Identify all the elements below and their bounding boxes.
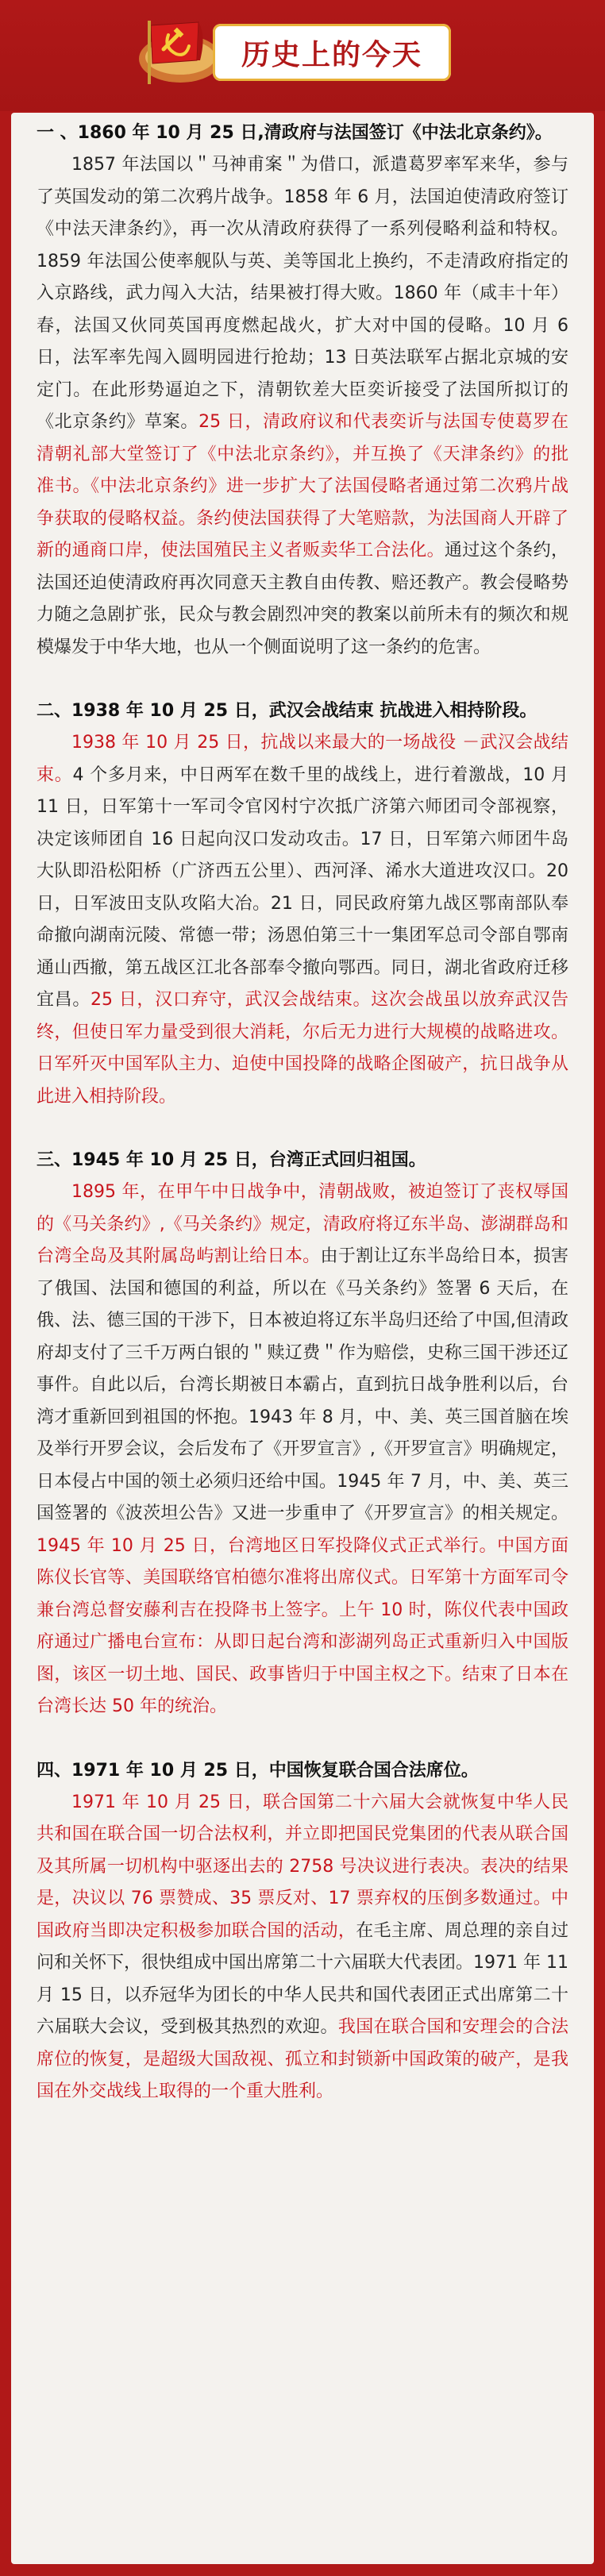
highlighted-text: 1971 年 10 月 25 日，联合国第二十六届大会就恢复中华人民共和国在联合国一切合法权利，并立即把国民党集团的代表从联合国及其所属一切机构中驱逐出去的 2758 号决议进行表决。表决的结果是，决议以 76 票赞成、35 票反对、17 票弃权的压倒多数通过。中国政府当即决定积极参加联合国的活动，: [37, 1792, 568, 1941]
body-text: 1857 年法国以＂马神甫案＂为借口，派遣葛罗率军来华，参与了英国发动的第二次鸦片战争。1858 年 6 月，法国迫使清政府签订《中法天津条约》，再一次从清政府获得了一系列侵略利益和特权。1859 年法国公使率舰队与英、美等国北上换约，不走清政府指定的入京路线，武力闯入大沽，结果被打得大败。1860 年（咸丰十年）春，法国又伙同英国再度燃起战火，扩大对中国的侵略。10 月 6 日，法军率先闯入圆明园进行抢劫；13 日英法联军占据北京城的安定门。在此形势逼迫之下，清朝钦差大臣奕䜣接受了法国所拟订的《北京条约》草案。: [37, 155, 568, 432]
highlighted-text: 1945 年 10 月 25 日，台湾地区日军投降仪式正式举行。中国方面陈仪长官等、美国联络官柏德尔准将出席仪式。日军第十方面军司令兼台湾总督安藤利吉在投降书上签字。上午 10 时，陈仪代表中国政府通过广播电台宣布：从即日起台湾和澎湖列岛正式重新归入中国版图，该区一切土地、国民、政事皆归于中国主权之下。结束了日本在台湾长达 50 年的统治。: [37, 1535, 568, 1716]
section-paragraph: [37, 149, 568, 664]
highlighted-text: 25 日，清政府议和代表奕䜣与法国专使葛罗在清朝礼部大堂签订了《中法北京条约》，并互换了《天津条约》的批准书。《中法北京条约》进一步扩大了法国侵略者通过第二次鸦片战争获取的侵略权益。条约使法国获得了大笔赔款，为法国商人开辟了新的通商口岸，使法国殖民主义者贩卖华工合法化。: [37, 412, 568, 560]
content-panel: [11, 113, 594, 2564]
highlighted-text: 1938 年 10 月 25 日，抗战以来最大的一场战役 －武汉会战结束。: [37, 733, 568, 785]
section-gap: [37, 1723, 568, 1755]
section-paragraph: [37, 727, 568, 1113]
section-title: 四、1971 年 10 月 25 日，中国恢复联合国合法席位。: [37, 1760, 479, 1781]
section-gap: [37, 664, 568, 695]
highlighted-text: 25 日，汉口弃守，武汉会战结束。这次会战虽以放弃武汉告终，但使日军力量受到很大消耗，尔后无力进行大规模的战略进攻。日军歼灭中国军队主力、迫使中国投降的战略企图破产，抗日战争从此进入相持阶段。: [37, 990, 568, 1107]
section-title: 三、1945 年 10 月 25 日，台湾正式回归祖国。: [37, 1150, 426, 1170]
section-gap: [37, 1113, 568, 1145]
header-banner: [0, 0, 605, 111]
history-event-section: [37, 695, 568, 1113]
history-event-section: [37, 117, 568, 664]
body-text: 通过这个条约，法国还迫使清政府再次同意天主教自由传教、赔还教产。教会侵略势力随之急剧扩张，民众与教会剧烈冲突的教案以前所未有的频次和规模爆发于中华大地，也从一个侧面说明了这一条约的危害。: [37, 541, 568, 657]
section-paragraph: [37, 1176, 568, 1723]
page-title: 历史上的今天: [241, 38, 422, 71]
body-text: 在毛主席、周总理的亲自过问和关怀下，很快组成中国出席第二十六届联大代表团。1971 年 11 月 15 日，以乔冠华为团长的中华人民共和国代表团正式出席第二十六届联大会议，受到极其热烈的欢迎。: [37, 1920, 568, 2037]
section-title: 一 、1860 年 10 月 25 日,清政府与法国签订《中法北京条约》。: [37, 123, 553, 143]
body-text: 4 个多月来，中日两军在数千里的战线上，进行着激战，10 月 11 日，日军第十一军司令官冈村宁次抵广济第六师团司令部视察，决定该师团自 16 日起向汉口发动攻击。17 日，日军第六师团牛岛大队即沿松阳桥（广济西五公里）、西河泽、浠水大道进攻汉口。20 日，日军波田支队攻陷大冶。21 日，同民政府第九战区鄂南部队奉命撤向湖南沅陵、常德一带；汤恩伯第三十一集团军总司令部自鄂南通山西撤，第五战区江北各部奉令撤向鄂西。同日，湖北省政府迁移宜昌。: [37, 764, 568, 1010]
section-title: 二、1938 年 10 月 25 日，武汉会战结束 抗战进入相持阶段。: [37, 701, 538, 721]
title-box: [213, 24, 451, 81]
section-paragraph: [37, 1787, 568, 2108]
history-event-section: [37, 1755, 568, 2108]
history-event-section: [37, 1145, 568, 1723]
highlighted-text: 我国在联合国和安理会的合法席位的恢复，是超级大国敌视、孤立和封锁新中国政策的破产，是我国在外交战线上取得的一个重大胜利。: [37, 2017, 568, 2101]
body-text: 由于割让辽东半岛给日本，损害了俄国、法国和德国的利益，所以在《马关条约》签署 6 天后，在俄、法、德三国的干涉下，日本被迫将辽东半岛归还给了中国,但清政府却支付了三千万两白银的＂赎辽费＂作为赔偿，史称三国干涉还辽事件。自此以后，台湾长期被日本霸占，直到抗日战争胜利以后，台湾才重新回到祖国的怀抱。1943 年 8 月，中、美、英三国首脑在埃及举行开罗会议，会后发布了《开罗宣言》,《开罗宣言》明确规定，日本侵占中国的领土必须归还给中国。1945 年 7 月，中、美、英三国签署的《波茨坦公告》又进一步重申了《开罗宣言》的相关规定。: [37, 1246, 568, 1523]
party-emblem-icon: [137, 11, 224, 94]
highlighted-text: 1895 年，在甲午中日战争中，清朝战败，被迫签订了丧权辱国的《马关条约》,《马关条约》规定，清政府将辽东半岛、澎湖群岛和台湾全岛及其附属岛屿割让给日本。: [37, 1182, 568, 1266]
